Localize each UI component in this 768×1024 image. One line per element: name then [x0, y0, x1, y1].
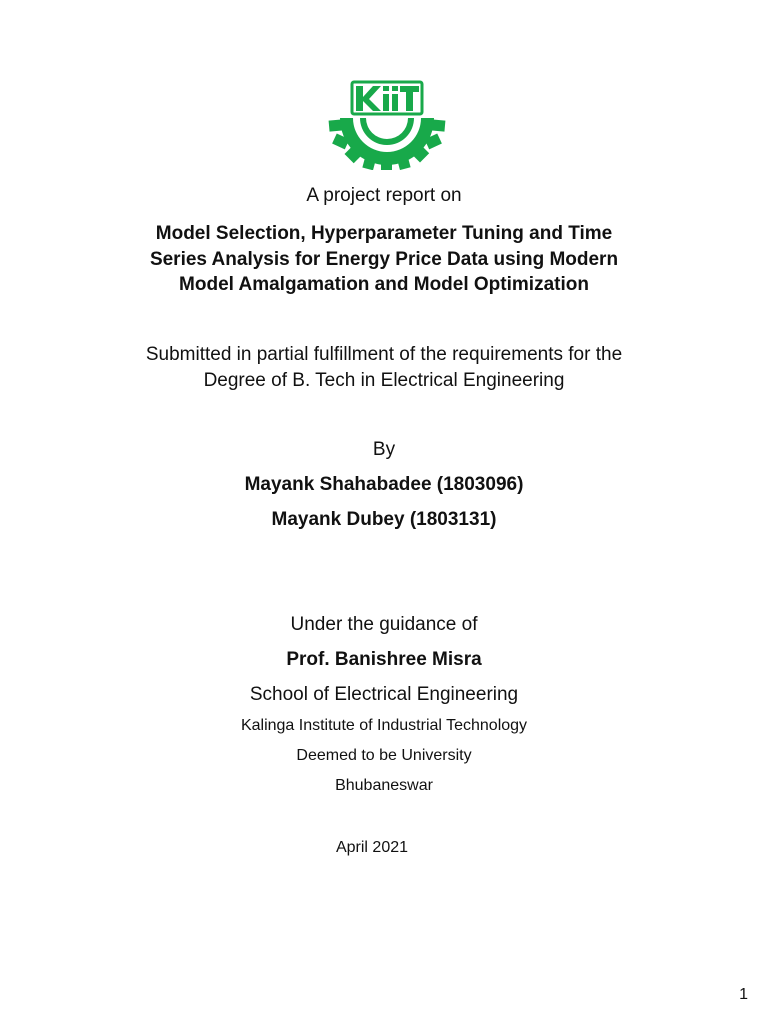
report-title [0, 221, 768, 298]
by-label: By [372, 439, 396, 460]
report-date: April 2021 [335, 839, 409, 856]
page-number: 1 [739, 986, 748, 1003]
city-name: Bhubaneswar [335, 777, 433, 794]
report-intro: A project report on [306, 185, 462, 206]
school-name: School of Electrical Engineering [249, 684, 519, 705]
author-name: Mayank Dubey (1803131) [271, 509, 497, 530]
institute-name: Kalinga Institute of Industrial Technology [240, 717, 528, 734]
kiit-logo [326, 78, 448, 170]
title-line: Model Amalgamation and Model Optimization [179, 274, 589, 295]
submission-line: Degree of B. Tech in Electrical Engineering [203, 369, 565, 391]
university-status: Deemed to be University [296, 747, 472, 764]
submission-line: Submitted in partial fulfillment of the requirements for the [145, 344, 623, 365]
guidance-label: Under the guidance of [290, 614, 478, 635]
author-name: Mayank Shahabadee (1803096) [244, 474, 524, 495]
guide-name: Prof. Banishree Misra [286, 649, 482, 670]
submission-statement [0, 342, 768, 393]
title-line: Series Analysis for Energy Price Data using Modern [149, 248, 619, 270]
title-line: Model Selection, Hyperparameter Tuning and Time [155, 223, 613, 244]
